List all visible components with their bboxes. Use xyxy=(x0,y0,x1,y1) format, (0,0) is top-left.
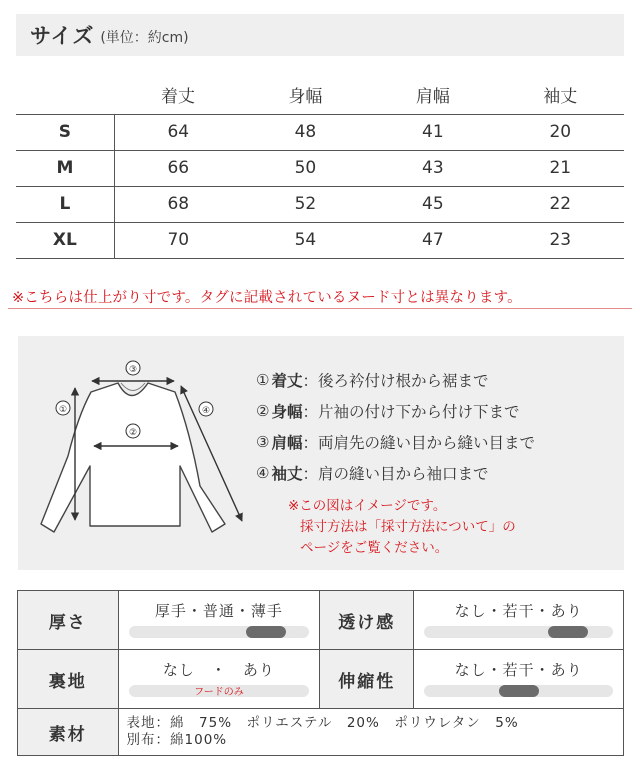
thickness-label: 厚さ xyxy=(18,591,119,650)
material-label: 素材 xyxy=(18,709,119,756)
marker-3-label: ③ xyxy=(128,365,138,375)
size-label: M xyxy=(16,150,114,186)
guide-note-line: ページをご覧ください。 xyxy=(300,540,449,556)
legend-desc: ：両肩先の縫い目から縫い目まで xyxy=(302,433,535,452)
table-cell: 47 xyxy=(422,230,444,250)
guide-note-line: 採寸方法は「採寸方法について」の xyxy=(300,519,516,535)
sheer-label: 透け感 xyxy=(320,591,414,650)
table-cell: 66 xyxy=(167,158,190,178)
marker-4-label: ④ xyxy=(201,406,211,416)
fabric-row xyxy=(18,591,624,650)
material-value xyxy=(118,709,623,756)
sheer-options: なし・若干・あり xyxy=(454,602,583,620)
table-cell: 43 xyxy=(422,158,444,178)
legend-desc: ：肩の縫い目から袖口まで xyxy=(302,464,489,483)
table-row xyxy=(16,186,624,222)
lining-value xyxy=(118,650,320,709)
table-cell: 41 xyxy=(422,122,444,142)
lining-sub: フードのみ xyxy=(194,687,244,698)
size-table xyxy=(16,76,624,259)
table-row xyxy=(16,222,624,258)
legend-item xyxy=(256,426,535,457)
table-cell: 70 xyxy=(167,230,190,250)
table-cell: 68 xyxy=(167,194,190,214)
material-line: 別布：綿100% xyxy=(126,732,228,748)
lining-options: なし ・ あり xyxy=(162,661,275,679)
stretch-options: なし・若干・あり xyxy=(454,661,583,679)
column-header-length: 着丈 xyxy=(161,87,196,108)
measurement-legend xyxy=(256,364,535,488)
thickness-options: 厚手・普通・薄手 xyxy=(154,602,283,620)
table-row xyxy=(16,114,624,150)
stretch-label: 伸縮性 xyxy=(320,650,414,709)
sheer-indicator xyxy=(548,626,588,638)
column-header-shoulder: 肩幅 xyxy=(415,87,450,108)
size-header xyxy=(16,14,624,56)
table-cell: 22 xyxy=(549,194,572,214)
stretch-value xyxy=(414,650,624,709)
sheer-value xyxy=(414,591,624,650)
table-row xyxy=(16,150,624,186)
legend-num: ③ xyxy=(256,432,270,451)
marker-2-label: ② xyxy=(128,428,138,438)
table-cell: 64 xyxy=(167,122,190,142)
table-cell: 23 xyxy=(549,230,572,250)
legend-key: 肩幅 xyxy=(271,433,303,452)
legend-item xyxy=(256,395,535,426)
size-disclaimer: ※こちらは仕上がり寸です。タグに記載されているヌード寸とは異なります。 xyxy=(12,290,522,306)
marker-1-label: ① xyxy=(58,405,68,415)
size-table-header-row xyxy=(16,76,624,114)
table-cell: 54 xyxy=(294,230,317,250)
fabric-row xyxy=(18,650,624,709)
table-cell: 48 xyxy=(294,122,317,142)
legend-desc: ：片袖の付け下から付け下まで xyxy=(302,402,520,421)
legend-key: 袖丈 xyxy=(271,464,303,483)
legend-item xyxy=(256,364,535,395)
table-cell: 20 xyxy=(549,122,572,142)
table-cell: 50 xyxy=(294,158,317,178)
legend-key: 身幅 xyxy=(271,402,303,421)
legend-item xyxy=(256,457,535,488)
guide-note-line: ※この図はイメージです。 xyxy=(288,498,447,514)
table-cell: 45 xyxy=(422,194,444,214)
size-label: L xyxy=(16,186,114,222)
column-header-width: 身幅 xyxy=(288,87,323,108)
fabric-table xyxy=(17,590,624,756)
size-unit: (単位：約cm) xyxy=(100,29,189,46)
thickness-value xyxy=(118,591,320,650)
fabric-row xyxy=(18,709,624,756)
stretch-indicator xyxy=(499,685,539,697)
material-line: 表地：綿 75% ポリエステル 20% ポリウレタン 5% xyxy=(126,715,519,731)
legend-key: 着丈 xyxy=(271,371,303,390)
size-label: S xyxy=(16,114,114,150)
lining-label: 裏地 xyxy=(18,650,119,709)
size-title: サイズ xyxy=(30,24,95,48)
thickness-indicator xyxy=(246,626,286,638)
legend-num: ① xyxy=(256,370,270,389)
measurement-guide xyxy=(18,336,624,570)
table-cell: 21 xyxy=(549,158,572,178)
divider xyxy=(8,308,632,309)
table-cell: 52 xyxy=(294,194,317,214)
legend-num: ② xyxy=(256,401,270,420)
size-label: XL xyxy=(16,222,114,258)
guide-note xyxy=(288,496,516,559)
size-table-corner xyxy=(16,76,114,114)
column-header-sleeve: 袖丈 xyxy=(543,87,578,108)
legend-num: ④ xyxy=(256,463,270,482)
legend-desc: ：後ろ衿付け根から裾まで xyxy=(302,371,489,390)
